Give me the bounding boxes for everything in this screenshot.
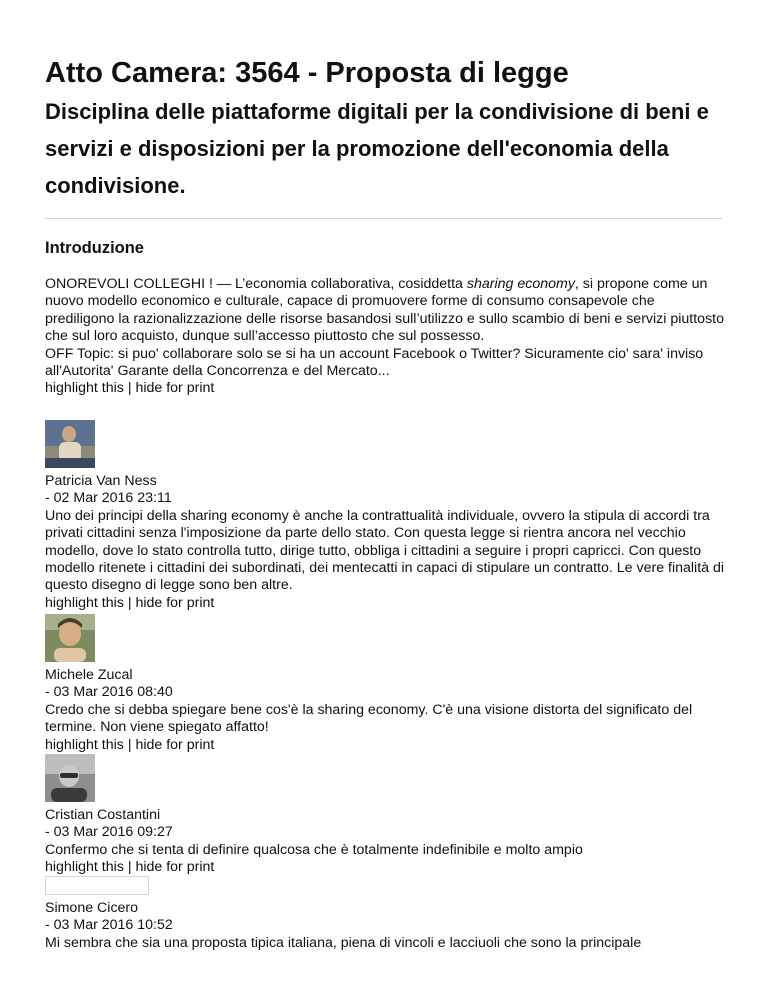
hide-for-print-link[interactable]: hide for print — [135, 380, 215, 397]
intro-text-after: , si propone come un nuovo modello economico e culturale, capace di promuovere forme di consumo consapevole che prediligono la razionalizzazione delle risorse basandosi sull’utilizzo e sullo scambio di beni e servizi piuttosto che sul loro acquisto, dunque sull’accesso piuttosto che sul possesso. — [45, 276, 724, 345]
highlight-link[interactable]: highlight this — [45, 380, 124, 397]
page-subtitle: Disciplina delle piattaforme digitali per la condivisione di beni e servizi e disposizioni per la promozione dell'economia della condivisione. — [45, 99, 709, 198]
comment-author: Patricia Van Ness — [45, 473, 157, 489]
comment-item — [45, 614, 725, 754]
highlight-link[interactable]: highlight this — [45, 594, 124, 611]
comment-text: Credo che si debba spiegare bene cos'è la sharing economy. C'è una visione distorta del significato del termine. Non viene spiegato affatto! — [45, 701, 693, 736]
intro-actions — [45, 380, 725, 397]
comment-text: Uno dei principi della sharing economy è anche la contrattualità individuale, ovvero la stipula di accordi tra privati cittadini senza l'imposizione da parte dello stato. Con questa legge si rientra ancora nel vecchio modello, dove lo stato controlla tutto, dirige tutto, obbliga i cittadini a seguire i propri capricci. Con questo modello ritenete i cittadini dei subordinati, dei mentecatti in capaci di stipulare un contratto. Le vere finalità di questo disegno di legge sono ben altre. — [45, 507, 725, 594]
highlight-link[interactable]: highlight this — [45, 736, 124, 753]
intro-text-before: ONOREVOLI COLLEGHI ! — L’economia collaborativa, cosiddetta — [45, 276, 467, 292]
comment-author: Michele Zucal — [45, 667, 133, 683]
comment-actions — [45, 595, 725, 612]
comment-date: - 03 Mar 2016 08:40 — [45, 684, 173, 701]
action-separator: | — [123, 859, 136, 876]
intro-paragraph — [45, 276, 725, 346]
comment-text: Confermo che si tenta di definire qualcosa che è totalmente indefinibile e molto ampio — [45, 841, 583, 858]
comment-author: Simone Cicero — [45, 900, 139, 916]
avatar-placeholder — [45, 876, 149, 895]
comment-item — [45, 420, 725, 612]
hide-for-print-link[interactable]: hide for print — [135, 859, 215, 876]
title-divider — [45, 218, 722, 219]
intro-offtopic: OFF Topic: si puo' collaborare solo se si ha un account Facebook o Twitter? Sicuramente cio' sara' inviso all'Autorita' Garante della Concorrenza e del Mercato... — [45, 345, 704, 380]
intro-emphasis: sharing economy — [466, 276, 575, 292]
comment-actions — [45, 737, 725, 754]
comment-actions — [45, 859, 725, 876]
avatar — [45, 754, 95, 802]
action-separator: | — [123, 380, 136, 397]
hide-for-print-link[interactable]: hide for print — [135, 736, 215, 753]
comment-date: - 02 Mar 2016 23:11 — [45, 490, 172, 507]
action-separator: | — [123, 736, 136, 753]
comment-text: Mi sembra che sia una proposta tipica italiana, piena di vincoli e lacciuoli che sono la principale — [45, 934, 642, 951]
comment-item — [45, 754, 725, 877]
comment-item — [45, 876, 725, 952]
comment-date: - 03 Mar 2016 09:27 — [45, 824, 173, 841]
page-title: Atto Camera: 3564 - Proposta di legge — [45, 57, 569, 89]
intro-block — [45, 276, 725, 398]
avatar — [45, 420, 95, 468]
highlight-link[interactable]: highlight this — [45, 859, 124, 876]
avatar — [45, 614, 95, 662]
section-heading: Introduzione — [45, 239, 144, 257]
comment-author: Cristian Costantini — [45, 807, 161, 823]
comment-date: - 03 Mar 2016 10:52 — [45, 917, 173, 934]
action-separator: | — [123, 594, 136, 611]
hide-for-print-link[interactable]: hide for print — [135, 594, 215, 611]
